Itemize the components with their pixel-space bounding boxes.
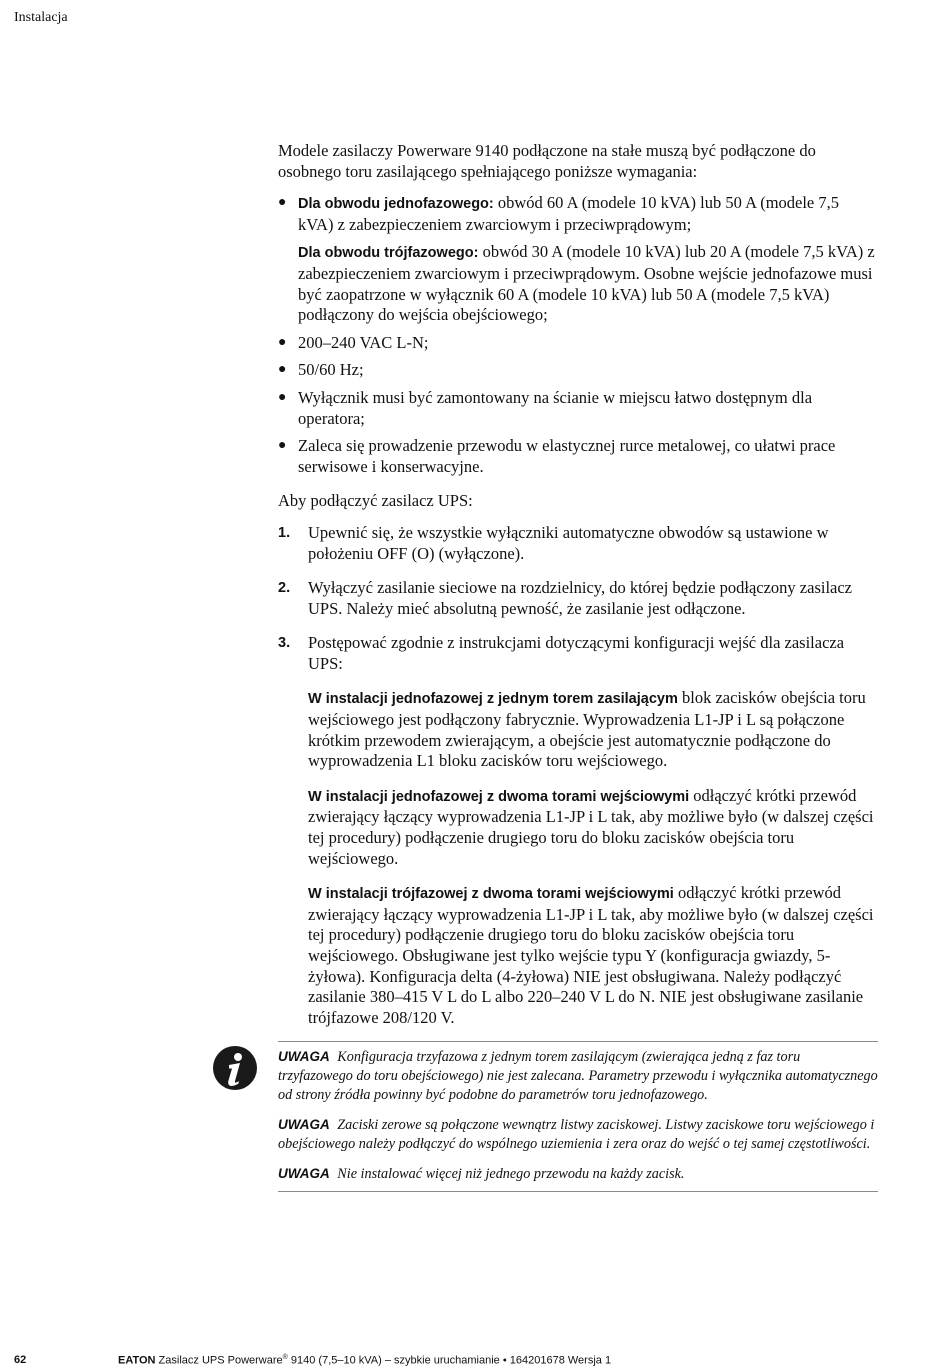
bullet-icon: ● <box>278 438 287 454</box>
note: UWAGA Konfiguracja trzyfazowa z jednym torem zasilającym (zwierająca jedną z faz toru trzyfazowego do toru obejściowego) nie jest zalecana. Parametry przewodu i wyłącznika automatycznego od strony źródła powinny być podobne do parametrów toru jednofazowego. <box>278 1049 878 1103</box>
page-number: 62 <box>14 1354 27 1366</box>
note-tag: UWAGA <box>278 1049 330 1064</box>
notes-box <box>278 1041 878 1192</box>
step-number: 3. <box>278 635 291 652</box>
note-tag: UWAGA <box>278 1117 330 1132</box>
list-item: ● Dla obwodu jednofazowego: obwód 60 A (modele 10 kVA) lub 50 A (modele 7,5 kVA) z zabezpieczeniem zwarciowym i przeciwprądowym; <box>278 193 840 234</box>
bullet-icon: ● <box>278 334 287 350</box>
three-phase-paragraph: Dla obwodu trójfazowego: obwód 30 A (modele 10 kVA) lub 20 A (modele 7,5 kVA) z zabezpieczeniem zwarciowym i przeciwprądowym. Osobne wejście jednofazowe musi być zaopatrzone w wyłącznik 60 A (modele 10 kVA) lub 50 A (modele 7,5 kVA) podłączony do wejścia obejściowego; <box>298 242 875 325</box>
single-phase-dual-feed-paragraph: W instalacji jednofazowej z dwoma torami wejściowymi odłączyć krótki przewód zwierający łączący wyprowadzenia L1-JP i L tak, aby możliwe było (w dalszej części tej procedury) podłączenie drugiego toru do bloku zacisków obejścia toru wejściowego. <box>308 785 874 868</box>
note: UWAGA Zaciski zerowe są połączone wewnątrz listwy zaciskowej. Listwy zaciskowe toru wejściowego i obejściowego należy podłączyć do wspólnego uziemienia i zera oraz do wejść o tej samej częstotliwości. <box>278 1117 875 1152</box>
three-phase-dual-feed-paragraph: W instalacji trójfazowej z dwoma torami wejściowymi odłączyć krótki przewód zwierający łączący wyprowadzenia L1-JP i L tak, aby możliwe było (w dalszej części tej procedury) podłączenie drugiego toru do bloku zacisków obejścia toru wejściowego. Obsługiwane jest tylko wejście typu Y (konfiguracja gwiazdy, 5-żyłowa). Konfiguracja delta (4-żyłowa) NIE jest obsługiwana. Należy podłączyć zasilanie 380–415 V L do L albo 220–240 V L do N. NIE jest obsługiwane zasilanie trójfazowe 208/120 V. <box>308 883 874 1027</box>
lead-paragraph: Aby podłączyć zasilacz UPS: <box>278 491 473 511</box>
step-number: 1. <box>278 524 291 541</box>
procedure-steps <box>278 523 878 1028</box>
requirements-list <box>278 193 878 235</box>
requirements-list-continued <box>278 333 878 478</box>
bullet-icon: ● <box>278 362 287 378</box>
list-item: ● Zaleca się prowadzenie przewodu w elastycznej rurce metalowej, co ułatwi prace serwisowe i konserwacyjne. <box>278 436 836 476</box>
single-phase-single-feed-paragraph: W instalacji jednofazowej z jednym torem zasilającym blok zacisków obejścia toru wejściowego jest podłączony fabrycznie. Wyprowadzenia L1-JP i L są połączone krótkim przewodem zwierającym, a obejście jest automatycznie podłączone do wyprowadzenia L1 bloku zacisków toru wejściowego. <box>308 688 866 771</box>
brand-name: EATON <box>118 1354 156 1367</box>
list-item: ● Wyłącznik musi być zamontowany na ścianie w miejscu łatwo dostępnym dla operatora; <box>278 387 813 428</box>
step-item: 2. Wyłączyć zasilanie sieciowe na rozdzielnicy, do której będzie podłączony zasilacz UPS. Należy mieć absolutną pewność, że zasilanie jest odłączone. <box>278 578 853 618</box>
footer-text: EATON Zasilacz UPS Powerware® 9140 (7,5–10 kVA) – szybkie uruchamianie • 164201678 Wersja 1 <box>118 1354 612 1367</box>
intro-paragraph: Modele zasilaczy Powerware 9140 podłączone na stałe muszą być podłączone do osobnego toru zasilającego spełniającego poniższe wymagania: <box>278 141 816 181</box>
step-item: 3. Postępować zgodnie z instrukcjami dotyczącymi konfiguracji wejść dla zasilacza UPS: W instalacji jednofazowej z jednym torem zasilającym blok zacisków obejścia toru wejściowego jest podłączony fabrycznie. Wyprowadzenia L1-JP i L są połączone krótkim przewodem zwierającym, a obejście jest automatycznie podłączone do wyprowadzenia L1 bloku zacisków toru wejściowego. W instalacji jednofazowej z dwoma torami wejściowymi odłączyć krótki przewód zwierający łączący wyprowadzenia L1-JP i L tak, aby możliwe było (w dalszej części tej procedury) podłączenie drugiego toru do bloku zacisków obejścia toru wejściowego. W instalacji trójfazowej z dwoma torami wejściowymi odłączyć krótki przewód zwierający łączący wyprowadzenia L1-JP i L tak, aby możliwe było (w dalszej części tej procedury) podłączenie drugiego toru do bloku zacisków obejścia toru wejściowego. Obsługiwane jest tylko wejście typu Y (konfiguracja gwiazdy, 5-żyłowa). Konfiguracja delta (4-żyłowa) NIE jest obsługiwana. Należy podłączyć zasilanie 380–415 V L do L albo 220–240 V L do N. NIE jest obsługiwane zasilanie trójfazowe 208/120 V. <box>278 633 878 1028</box>
section-title: Instalacja <box>14 10 68 25</box>
list-item: ● 200–240 VAC L-N; <box>278 332 429 352</box>
info-icon <box>212 1045 258 1091</box>
main-content <box>278 141 878 1042</box>
note-tag: UWAGA <box>278 1166 330 1181</box>
note: UWAGA Nie instalować więcej niż jednego przewodu na każdy zacisk. <box>278 1166 685 1182</box>
bullet-icon: ● <box>278 389 287 405</box>
list-item: ● 50/60 Hz; <box>278 360 364 380</box>
step-number: 2. <box>278 580 291 597</box>
bullet-icon: ● <box>278 195 287 211</box>
step-item: 1. Upewnić się, że wszystkie wyłączniki automatyczne obwodów są ustawione w położeniu OFF (O) (wyłączone). <box>278 522 829 563</box>
